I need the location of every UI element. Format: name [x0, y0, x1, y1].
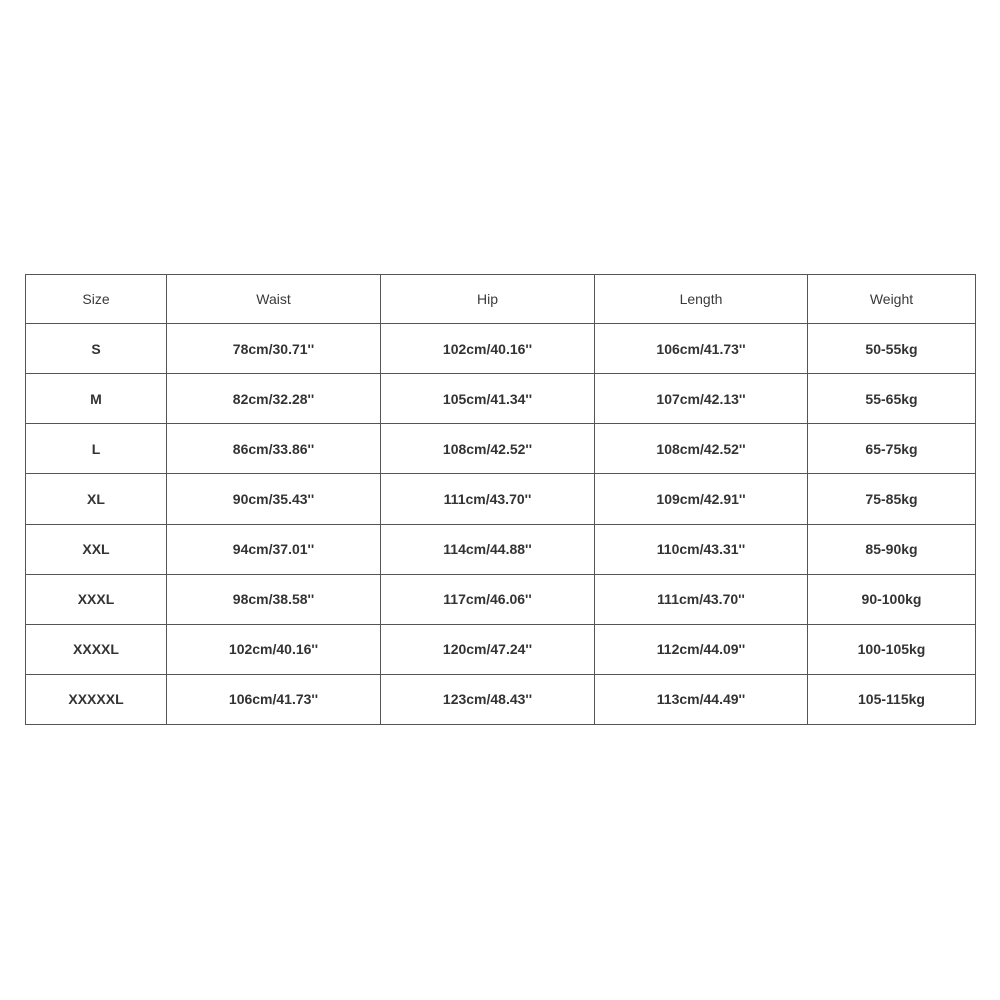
cell-hip: 102cm/40.16'' — [381, 324, 595, 374]
cell-weight: 65-75kg — [808, 424, 976, 474]
cell-weight: 105-115kg — [808, 674, 976, 724]
table-row — [26, 574, 976, 624]
cell-waist: 82cm/32.28'' — [167, 374, 381, 424]
cell-length: 110cm/43.31'' — [595, 524, 808, 574]
table-row — [26, 324, 976, 374]
table-header — [26, 275, 976, 324]
header-row — [26, 275, 976, 324]
cell-waist: 94cm/37.01'' — [167, 524, 381, 574]
cell-weight: 75-85kg — [808, 474, 976, 524]
cell-size: S — [26, 324, 167, 374]
cell-size: XXL — [26, 524, 167, 574]
cell-size: XXXXL — [26, 624, 167, 674]
cell-hip: 117cm/46.06'' — [381, 574, 595, 624]
cell-size: XXXL — [26, 574, 167, 624]
cell-hip: 111cm/43.70'' — [381, 474, 595, 524]
cell-hip: 114cm/44.88'' — [381, 524, 595, 574]
table-body — [26, 324, 976, 725]
cell-size: M — [26, 374, 167, 424]
cell-waist: 102cm/40.16'' — [167, 624, 381, 674]
cell-hip: 120cm/47.24'' — [381, 624, 595, 674]
cell-weight: 90-100kg — [808, 574, 976, 624]
cell-length: 107cm/42.13'' — [595, 374, 808, 424]
header-size: Size — [26, 275, 167, 324]
table-row — [26, 524, 976, 574]
table-row — [26, 474, 976, 524]
header-waist: Waist — [167, 275, 381, 324]
cell-waist: 78cm/30.71'' — [167, 324, 381, 374]
header-length: Length — [595, 275, 808, 324]
cell-hip: 105cm/41.34'' — [381, 374, 595, 424]
cell-waist: 98cm/38.58'' — [167, 574, 381, 624]
table-row — [26, 424, 976, 474]
cell-length: 112cm/44.09'' — [595, 624, 808, 674]
cell-waist: 106cm/41.73'' — [167, 674, 381, 724]
cell-weight: 100-105kg — [808, 624, 976, 674]
cell-hip: 108cm/42.52'' — [381, 424, 595, 474]
cell-size: L — [26, 424, 167, 474]
cell-hip: 123cm/48.43'' — [381, 674, 595, 724]
cell-size: XL — [26, 474, 167, 524]
cell-waist: 90cm/35.43'' — [167, 474, 381, 524]
cell-weight: 55-65kg — [808, 374, 976, 424]
size-chart-table — [25, 274, 976, 725]
table-row — [26, 624, 976, 674]
cell-size: XXXXXL — [26, 674, 167, 724]
cell-weight: 50-55kg — [808, 324, 976, 374]
cell-length: 106cm/41.73'' — [595, 324, 808, 374]
cell-length: 111cm/43.70'' — [595, 574, 808, 624]
cell-weight: 85-90kg — [808, 524, 976, 574]
cell-length: 113cm/44.49'' — [595, 674, 808, 724]
header-weight: Weight — [808, 275, 976, 324]
table-row — [26, 674, 976, 724]
table-row — [26, 374, 976, 424]
cell-length: 108cm/42.52'' — [595, 424, 808, 474]
cell-waist: 86cm/33.86'' — [167, 424, 381, 474]
header-hip: Hip — [381, 275, 595, 324]
cell-length: 109cm/42.91'' — [595, 474, 808, 524]
